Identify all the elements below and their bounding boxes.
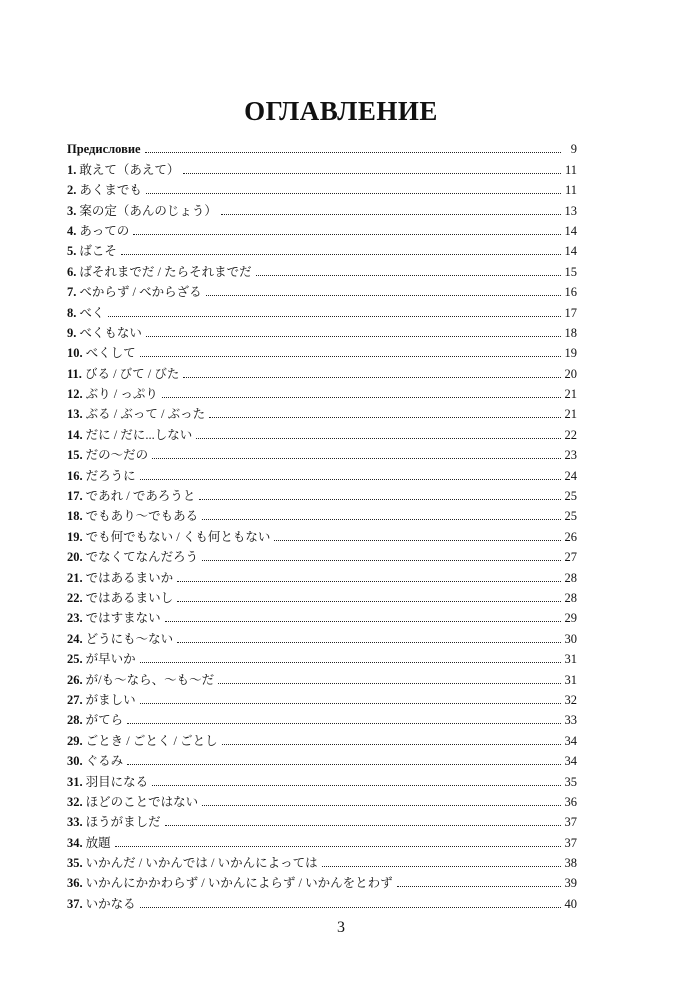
toc-entry-label: 放題 xyxy=(85,835,111,850)
toc-dot-leader xyxy=(177,601,561,602)
toc-entry-label: ばこそ xyxy=(79,244,117,259)
toc-entry-label: べくして xyxy=(85,346,136,361)
toc-entry xyxy=(67,625,577,645)
toc-dot-leader xyxy=(133,234,561,235)
toc-entry-page: 38 xyxy=(564,856,577,871)
toc-entry xyxy=(67,483,577,503)
toc-entry-page: 29 xyxy=(564,611,577,626)
toc-entry xyxy=(67,544,577,564)
toc-entry-label: ぶり / っぷり xyxy=(85,387,158,402)
toc-entry-label: ではあるまいし xyxy=(85,590,174,605)
toc-entry xyxy=(67,809,577,829)
toc-entry-label: 羽目になる xyxy=(85,774,149,789)
toc-entry-number: 36. xyxy=(67,876,83,891)
toc-entry-number: 33. xyxy=(67,815,83,830)
toc-entry-number: 18. xyxy=(67,509,83,524)
toc-entry xyxy=(67,850,577,870)
toc-entry-number: 25. xyxy=(67,652,83,667)
toc-entry-label: ごとき / ごとく / ごとし xyxy=(85,733,218,748)
toc-entry-number: 26. xyxy=(67,672,83,687)
toc-entry-page: 31 xyxy=(564,672,577,687)
toc-dot-leader xyxy=(165,825,561,826)
toc-entry xyxy=(67,238,577,258)
toc-entry xyxy=(67,381,577,401)
toc-entry-page: 32 xyxy=(564,692,577,707)
toc-dot-leader xyxy=(256,275,561,276)
toc-entry-number: 16. xyxy=(67,468,83,483)
toc-entry-number: 32. xyxy=(67,794,83,809)
toc-entry xyxy=(67,768,577,788)
toc-entry xyxy=(67,890,577,910)
toc-entry-page: 28 xyxy=(564,570,577,585)
toc-dot-leader xyxy=(221,214,561,215)
table-of-contents xyxy=(67,136,577,911)
toc-dot-leader xyxy=(322,866,561,867)
toc-entry xyxy=(67,136,577,156)
toc-dot-leader xyxy=(115,846,561,847)
toc-entry-page: 24 xyxy=(564,468,577,483)
toc-entry-page: 28 xyxy=(564,590,577,605)
toc-entry-page: 16 xyxy=(564,285,577,300)
toc-entry-number: 34. xyxy=(67,835,83,850)
toc-entry-page: 35 xyxy=(564,774,577,789)
toc-entry xyxy=(67,462,577,482)
toc-entry-page: 19 xyxy=(564,346,577,361)
toc-entry xyxy=(67,870,577,890)
toc-entry xyxy=(67,442,577,462)
toc-entry xyxy=(67,748,577,768)
toc-entry-page: 17 xyxy=(564,305,577,320)
toc-entry-label: べからず / べからざる xyxy=(79,285,202,300)
toc-entry-page: 21 xyxy=(564,387,577,402)
toc-entry-label: どうにも～ない xyxy=(85,631,174,646)
toc-entry-label: ぶる / ぶって / ぶった xyxy=(85,407,206,422)
toc-dot-leader xyxy=(140,703,561,704)
toc-entry-label: でなくてなんだろう xyxy=(85,550,199,565)
toc-entry-number: 13. xyxy=(67,407,83,422)
toc-entry xyxy=(67,727,577,747)
toc-entry-label: ぐるみ xyxy=(85,754,124,769)
toc-entry-number: 28. xyxy=(67,713,83,728)
toc-dot-leader xyxy=(127,723,561,724)
toc-entry-page: 34 xyxy=(564,733,577,748)
toc-entry-page: 15 xyxy=(564,264,577,279)
toc-entry-label: でもあり～でもある xyxy=(85,509,199,524)
toc-entry-page: 14 xyxy=(564,244,577,259)
toc-dot-leader xyxy=(183,377,561,378)
toc-entry xyxy=(67,340,577,360)
toc-entry-label: いかなる xyxy=(85,896,136,911)
toc-entry-number: 8. xyxy=(67,305,77,320)
toc-entry xyxy=(67,218,577,238)
toc-entry-page: 34 xyxy=(564,754,577,769)
toc-entry-page: 20 xyxy=(564,366,577,381)
toc-dot-leader xyxy=(162,397,561,398)
toc-dot-leader xyxy=(127,764,561,765)
toc-entry-number: 27. xyxy=(67,692,83,707)
toc-dot-leader xyxy=(222,744,561,745)
toc-entry-page: 23 xyxy=(564,448,577,463)
toc-entry-number: 15. xyxy=(67,448,83,463)
toc-dot-leader xyxy=(152,785,561,786)
toc-entry-label: びる / びて / びた xyxy=(84,366,180,381)
toc-entry-label: でも何でもない / くも何ともない xyxy=(85,529,271,544)
toc-dot-leader xyxy=(202,560,561,561)
toc-dot-leader xyxy=(218,683,561,684)
toc-entry-label: べく xyxy=(79,305,105,320)
toc-entry-page: 14 xyxy=(564,223,577,238)
toc-entry xyxy=(67,646,577,666)
toc-entry-label: だに / だに...しない xyxy=(85,427,193,442)
toc-entry-page: 22 xyxy=(564,427,577,442)
toc-dot-leader xyxy=(196,438,561,439)
toc-entry-number: 31. xyxy=(67,774,83,789)
toc-entry-number: 1. xyxy=(67,162,77,177)
toc-entry-page: 40 xyxy=(564,896,577,911)
toc-entry-label: がましい xyxy=(85,692,136,707)
toc-entry-number: 29. xyxy=(67,733,83,748)
toc-dot-leader xyxy=(209,417,561,418)
toc-dot-leader xyxy=(140,479,561,480)
toc-entry xyxy=(67,503,577,523)
toc-entry-number: 5. xyxy=(67,244,77,259)
toc-entry xyxy=(67,666,577,686)
toc-dot-leader xyxy=(202,805,561,806)
toc-entry-page: 37 xyxy=(564,835,577,850)
toc-entry-label: 案の定（あんのじょう） xyxy=(79,203,217,218)
page-number: 3 xyxy=(337,919,345,936)
toc-entry xyxy=(67,421,577,441)
toc-dot-leader xyxy=(108,316,561,317)
toc-entry-number: 2. xyxy=(67,183,77,198)
toc-entry-label: ばそれまでだ / たらそれまでだ xyxy=(79,264,252,279)
toc-entry-label: ほうがましだ xyxy=(85,815,161,830)
toc-entry-number: 10. xyxy=(67,346,83,361)
toc-entry xyxy=(67,299,577,319)
toc-entry xyxy=(67,564,577,584)
toc-entry-label: だの～だの xyxy=(85,448,149,463)
toc-entry-number: 37. xyxy=(67,896,83,911)
toc-entry xyxy=(67,279,577,299)
toc-entry-label: べくもない xyxy=(79,325,142,340)
toc-dot-leader xyxy=(121,254,561,255)
toc-entry xyxy=(67,585,577,605)
toc-entry xyxy=(67,156,577,176)
toc-entry-page: 36 xyxy=(564,794,577,809)
toc-entry-label: いかんだ / いかんでは / いかんによっては xyxy=(85,856,318,871)
toc-entry-number: 35. xyxy=(67,856,83,871)
toc-entry-label: がてら xyxy=(85,713,124,728)
toc-entry-number: 24. xyxy=(67,631,83,646)
toc-entry-label: 敢えて（あえて） xyxy=(79,162,180,177)
toc-entry-page: 9 xyxy=(570,142,577,157)
toc-dot-leader xyxy=(202,519,561,520)
toc-entry xyxy=(67,687,577,707)
toc-entry-label: であれ / であろうと xyxy=(85,489,196,504)
toc-dot-leader xyxy=(177,581,561,582)
toc-entry-label: だろうに xyxy=(85,468,136,483)
toc-dot-leader xyxy=(274,540,561,541)
toc-entry-page: 30 xyxy=(564,631,577,646)
toc-entry-label: ほどのことではない xyxy=(85,794,199,809)
toc-dot-leader xyxy=(140,662,561,663)
toc-entry-label: いかんにかかわらず / いかんによらず / いかんをとわず xyxy=(85,876,393,891)
toc-entry-number: 30. xyxy=(67,754,83,769)
toc-entry-number: 9. xyxy=(67,325,77,340)
toc-entry-number: 22. xyxy=(67,590,83,605)
toc-entry xyxy=(67,523,577,543)
toc-entry-number: 20. xyxy=(67,550,83,565)
toc-entry-label: ではあるまいか xyxy=(85,570,174,585)
toc-dot-leader xyxy=(199,499,561,500)
toc-entry xyxy=(67,177,577,197)
page-title: ОГЛАВЛЕНИЕ xyxy=(244,96,438,126)
toc-entry-number: 4. xyxy=(67,223,77,238)
toc-entry-number: 17. xyxy=(67,489,83,504)
toc-dot-leader xyxy=(177,642,561,643)
toc-entry-number: 6. xyxy=(67,264,77,279)
toc-entry-number: 14. xyxy=(67,427,83,442)
toc-entry-label: あっての xyxy=(79,223,130,238)
toc-dot-leader xyxy=(152,458,561,459)
toc-entry xyxy=(67,320,577,340)
toc-entry-number: 19. xyxy=(67,529,83,544)
toc-entry-label: Предисловие xyxy=(67,142,141,157)
toc-dot-leader xyxy=(146,193,561,194)
toc-entry-page: 13 xyxy=(564,203,577,218)
toc-dot-leader xyxy=(140,356,561,357)
toc-entry xyxy=(67,360,577,380)
toc-entry-page: 25 xyxy=(564,509,577,524)
toc-entry xyxy=(67,258,577,278)
toc-entry xyxy=(67,401,577,421)
toc-entry-page: 25 xyxy=(564,489,577,504)
toc-entry xyxy=(67,605,577,625)
toc-entry-page: 33 xyxy=(564,713,577,728)
toc-entry-number: 3. xyxy=(67,203,77,218)
toc-entry-label: が/も～なら、～も～だ xyxy=(85,672,215,687)
toc-entry xyxy=(67,789,577,809)
toc-dot-leader xyxy=(140,907,561,908)
toc-entry-page: 11 xyxy=(564,183,577,198)
toc-entry-number: 11. xyxy=(67,366,82,381)
toc-dot-leader xyxy=(165,621,561,622)
toc-entry-number: 12. xyxy=(67,387,83,402)
toc-entry xyxy=(67,707,577,727)
toc-entry-label: が早いか xyxy=(85,652,136,667)
toc-entry-number: 21. xyxy=(67,570,83,585)
toc-entry-page: 27 xyxy=(564,550,577,565)
toc-dot-leader xyxy=(145,152,561,153)
toc-entry-page: 31 xyxy=(564,652,577,667)
toc-entry xyxy=(67,197,577,217)
toc-entry-number: 7. xyxy=(67,285,77,300)
toc-dot-leader xyxy=(397,886,561,887)
toc-entry-page: 39 xyxy=(564,876,577,891)
toc-entry-label: ではすまない xyxy=(85,611,161,626)
toc-dot-leader xyxy=(146,336,561,337)
toc-dot-leader xyxy=(206,295,561,296)
toc-dot-leader xyxy=(183,173,561,174)
toc-entry-page: 37 xyxy=(564,815,577,830)
toc-entry-number: 23. xyxy=(67,611,83,626)
toc-entry xyxy=(67,829,577,849)
toc-entry-label: あくまでも xyxy=(79,183,142,198)
toc-entry-page: 18 xyxy=(564,325,577,340)
toc-entry-page: 26 xyxy=(564,529,577,544)
toc-entry-page: 21 xyxy=(564,407,577,422)
toc-entry-page: 11 xyxy=(564,162,577,177)
